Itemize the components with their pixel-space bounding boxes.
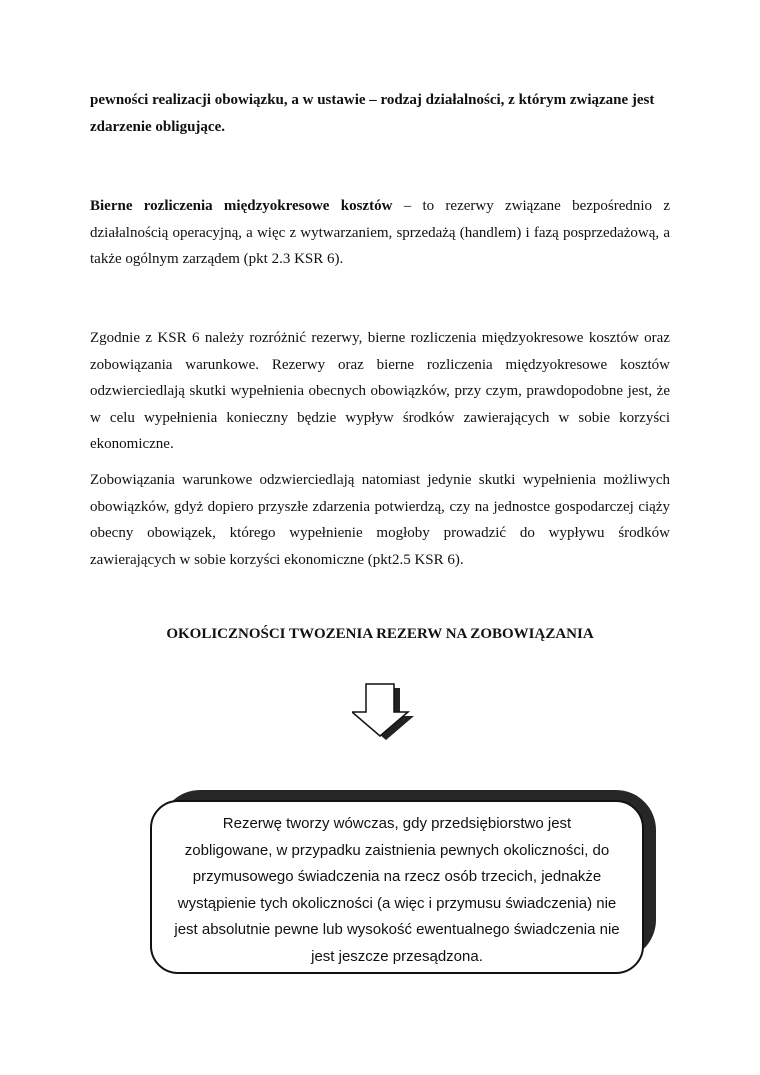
callout-line: przymusowego świadczenia na rzecz osób trzecich, jednakże: [192, 868, 602, 885]
callout-line: jest absolutnie pewne lub wysokość ewentualnego świadczenia nie: [174, 921, 620, 938]
callout-line: Rezerwę tworzy wówczas, gdy przedsiębiorstwo jest: [222, 815, 572, 832]
section-heading: OKOLICZNOŚCI TWOZENIA REZERW NA ZOBOWIĄZANIA: [166, 626, 594, 642]
paragraph-accruals-definition: [90, 193, 670, 273]
reserve-callout-box: [150, 800, 644, 974]
term-accruals: Bierne rozliczenia międzyokresowe kosztów: [90, 198, 393, 214]
paragraph-contingent-liabilities: Zobowiązania warunkowe odzwierciedlają natomiast jedynie skutki wypełnienia możliwych obowiązków, gdyż dopiero przyszłe zdarzenia potwierdzą, czy na jednostce gospodarczej ciąży obecny obowiązek, którego wypełnienie mogłoby prowadzić do wypływu środków zawierających w sobie korzyści ekonomiczne (pkt2.5 KSR 6).: [90, 472, 670, 568]
paragraph-obligation-continuation: pewności realizacji obowiązku, a w ustawie – rodzaj działalności, z którym związane jest zdarzenie obligujące.: [90, 92, 655, 135]
callout-line: zobligowane, w przypadku zaistnienia pewnych okoliczności, do: [184, 841, 610, 859]
accruals-definition-text: – to rezerwy związane bezpośrednio z działalnością operacyjną, a więc z wytwarzaniem, sprzedażą (handlem) i fazą posprzedażową, a także ogólnym zarządem (pkt 2.3 KSR 6).: [90, 198, 670, 267]
callout-line: wystąpienie tych okoliczności (a więc i przymusu świadczenia) nie: [177, 894, 617, 912]
down-arrow-icon: [352, 682, 422, 744]
paragraph-ksr6-distinction: Zgodnie z KSR 6 należy rozróżnić rezerwy, bierne rozliczenia międzyokresowe kosztów oraz zobowiązania warunkowe. Rezerwy oraz bierne rozliczenia międzyokresowe kosztów odzwierciedlają skutki wypełnienia obecnych obowiązków, przy czym, prawdopodobne jest, że w celu wypełnienia konieczny będzie wypływ środków zawierających w sobie korzyści ekonomiczne.: [90, 330, 670, 452]
callout-line: jest jeszcze przesądzona.: [311, 947, 483, 965]
